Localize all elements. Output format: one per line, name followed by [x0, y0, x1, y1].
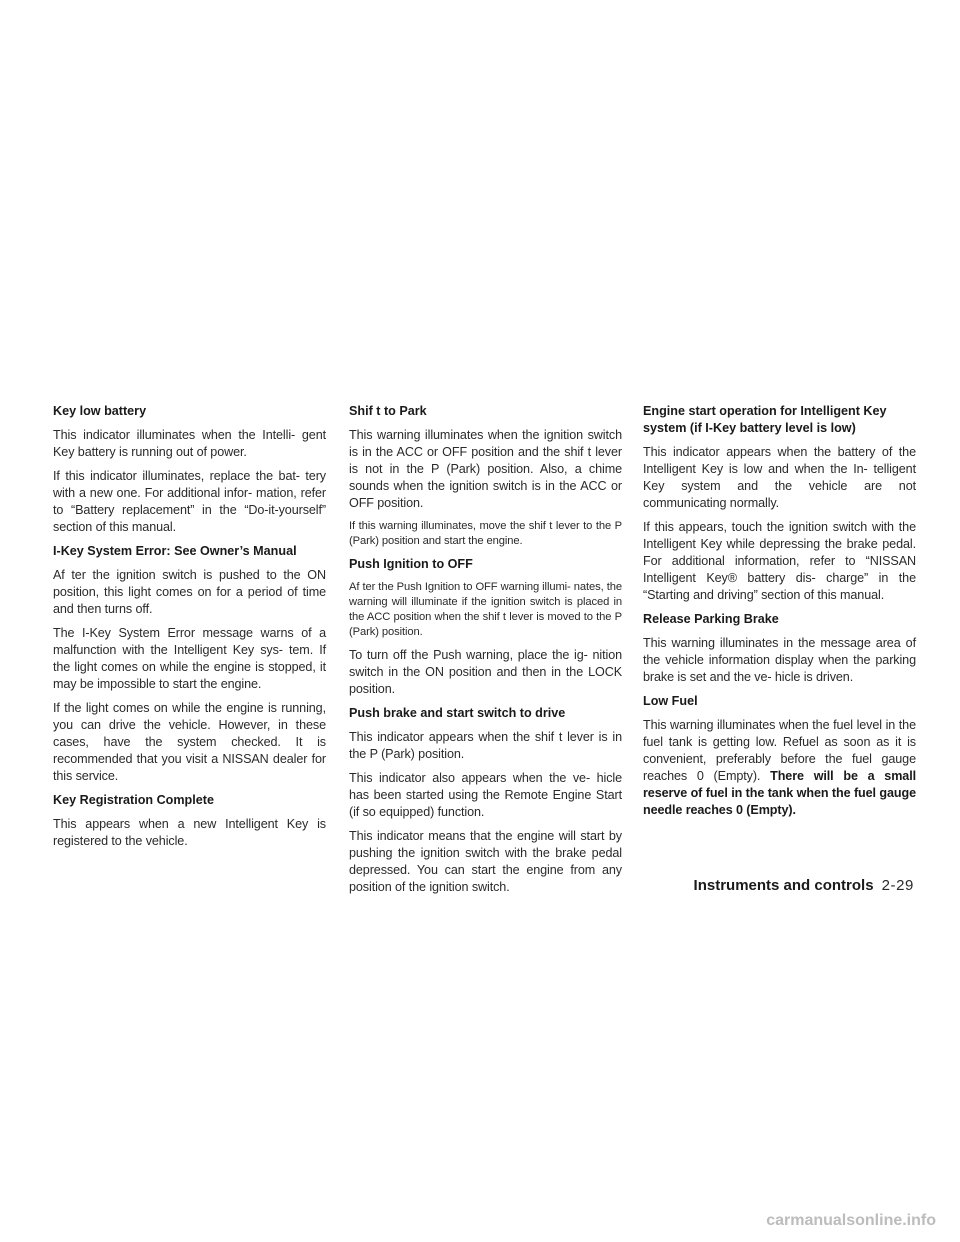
heading-push-ignition-to-off: Push Ignition to OFF [349, 557, 473, 571]
page-footer [694, 876, 914, 896]
paragraph: This indicator also appears when the ve- hicle has been started using the Remote Engine Start (if so equipped) function. [349, 771, 622, 819]
column-3 [643, 403, 916, 826]
page-number: 2-29 [881, 877, 914, 894]
paragraph: If this appears, touch the ignition switch with the Intelligent Key while depressing the brake pedal. For additional information, refer to “NISSAN Intelligent Key® battery dis- charge” in the “Starting and driving” section of this manual. [643, 520, 916, 602]
heading-shift-to-park: Shif t to Park [349, 404, 427, 418]
paragraph: Af ter the ignition switch is pushed to the ON position, this light comes on for a period of time and then turns off. [53, 568, 326, 616]
heading-key-low-battery: Key low battery [53, 404, 147, 418]
paragraph: This indicator means that the engine will start by pushing the ignition switch with the brake pedal depressed. You can start the engine from any position of the ignition switch. [349, 829, 622, 894]
paragraph: This indicator illuminates when the Intelli- gent Key battery is running out of power. [53, 428, 326, 459]
section-title: Instruments and controls [693, 877, 874, 894]
heading-engine-start-operation: Engine start operation for Intelligent Key system (if I-Key battery level is low) [643, 404, 887, 435]
paragraph: Af ter the Push Ignition to OFF warning illumi- nates, the warning will illuminate if the ignition switch is placed in the ACC position when the shif t lever is moved to the P (Park) position. [349, 581, 622, 638]
low-fuel-warning-bold: There will be a small reserve of fuel in the tank when the fuel gauge needle reaches 0 (Empty). [643, 769, 917, 817]
paragraph: This indicator appears when the battery of the Intelligent Key is low and when the In- telligent Key system and the vehicle are not communicating normally. [643, 445, 916, 510]
heading-push-brake-and-start: Push brake and start switch to drive [349, 706, 566, 720]
heading-key-registration-complete: Key Registration Complete [53, 793, 214, 807]
heading-ikey-system-error: I-Key System Error: See Owner’s Manual [53, 544, 297, 558]
low-fuel-text: This warning illuminates when the fuel level in the fuel tank is getting low. Refuel as soon as it is convenient, preferably before the fuel gauge reaches 0 (Empty). [643, 718, 916, 783]
paragraph: The I-Key System Error message warns of a malfunction with the Intelligent Key sys- tem. If the light comes on while the engine is stopped, it may be impossible to start the engine. [53, 626, 326, 691]
column-1 [53, 403, 326, 857]
paragraph: This indicator appears when the shif t lever is in the P (Park) position. [349, 730, 622, 761]
paragraph: If this indicator illuminates, replace the bat- tery with a new one. For additional infor- mation, refer to “Battery replacement” in the “Do-it-yourself” section of this manual. [53, 469, 326, 534]
paragraph: If this warning illuminates, move the shif t lever to the P (Park) position and start the engine. [349, 520, 622, 547]
heading-release-parking-brake: Release Parking Brake [643, 612, 779, 626]
column-2 [349, 403, 622, 903]
paragraph: To turn off the Push warning, place the ig- nition switch in the ON position and then in the LOCK position. [349, 648, 622, 696]
heading-low-fuel: Low Fuel [643, 694, 698, 708]
watermark: carmanualsonline.info [766, 1212, 936, 1229]
paragraph: This warning illuminates when the ignition switch is in the ACC or OFF position and the shif t lever is not in the P (Park) position. Also, a chime sounds when the ignition switch is in the ACC or OFF position. [349, 428, 622, 510]
paragraph: If the light comes on while the engine is running, you can drive the vehicle. However, in these cases, have the system checked. It is recommended that you visit a NISSAN dealer for this service. [53, 701, 326, 783]
paragraph: This appears when a new Intelligent Key is registered to the vehicle. [53, 817, 326, 848]
paragraph: This warning illuminates in the message area of the vehicle information display when the parking brake is set and the ve- hicle is driven. [643, 636, 916, 684]
paragraph-low-fuel [643, 717, 916, 819]
